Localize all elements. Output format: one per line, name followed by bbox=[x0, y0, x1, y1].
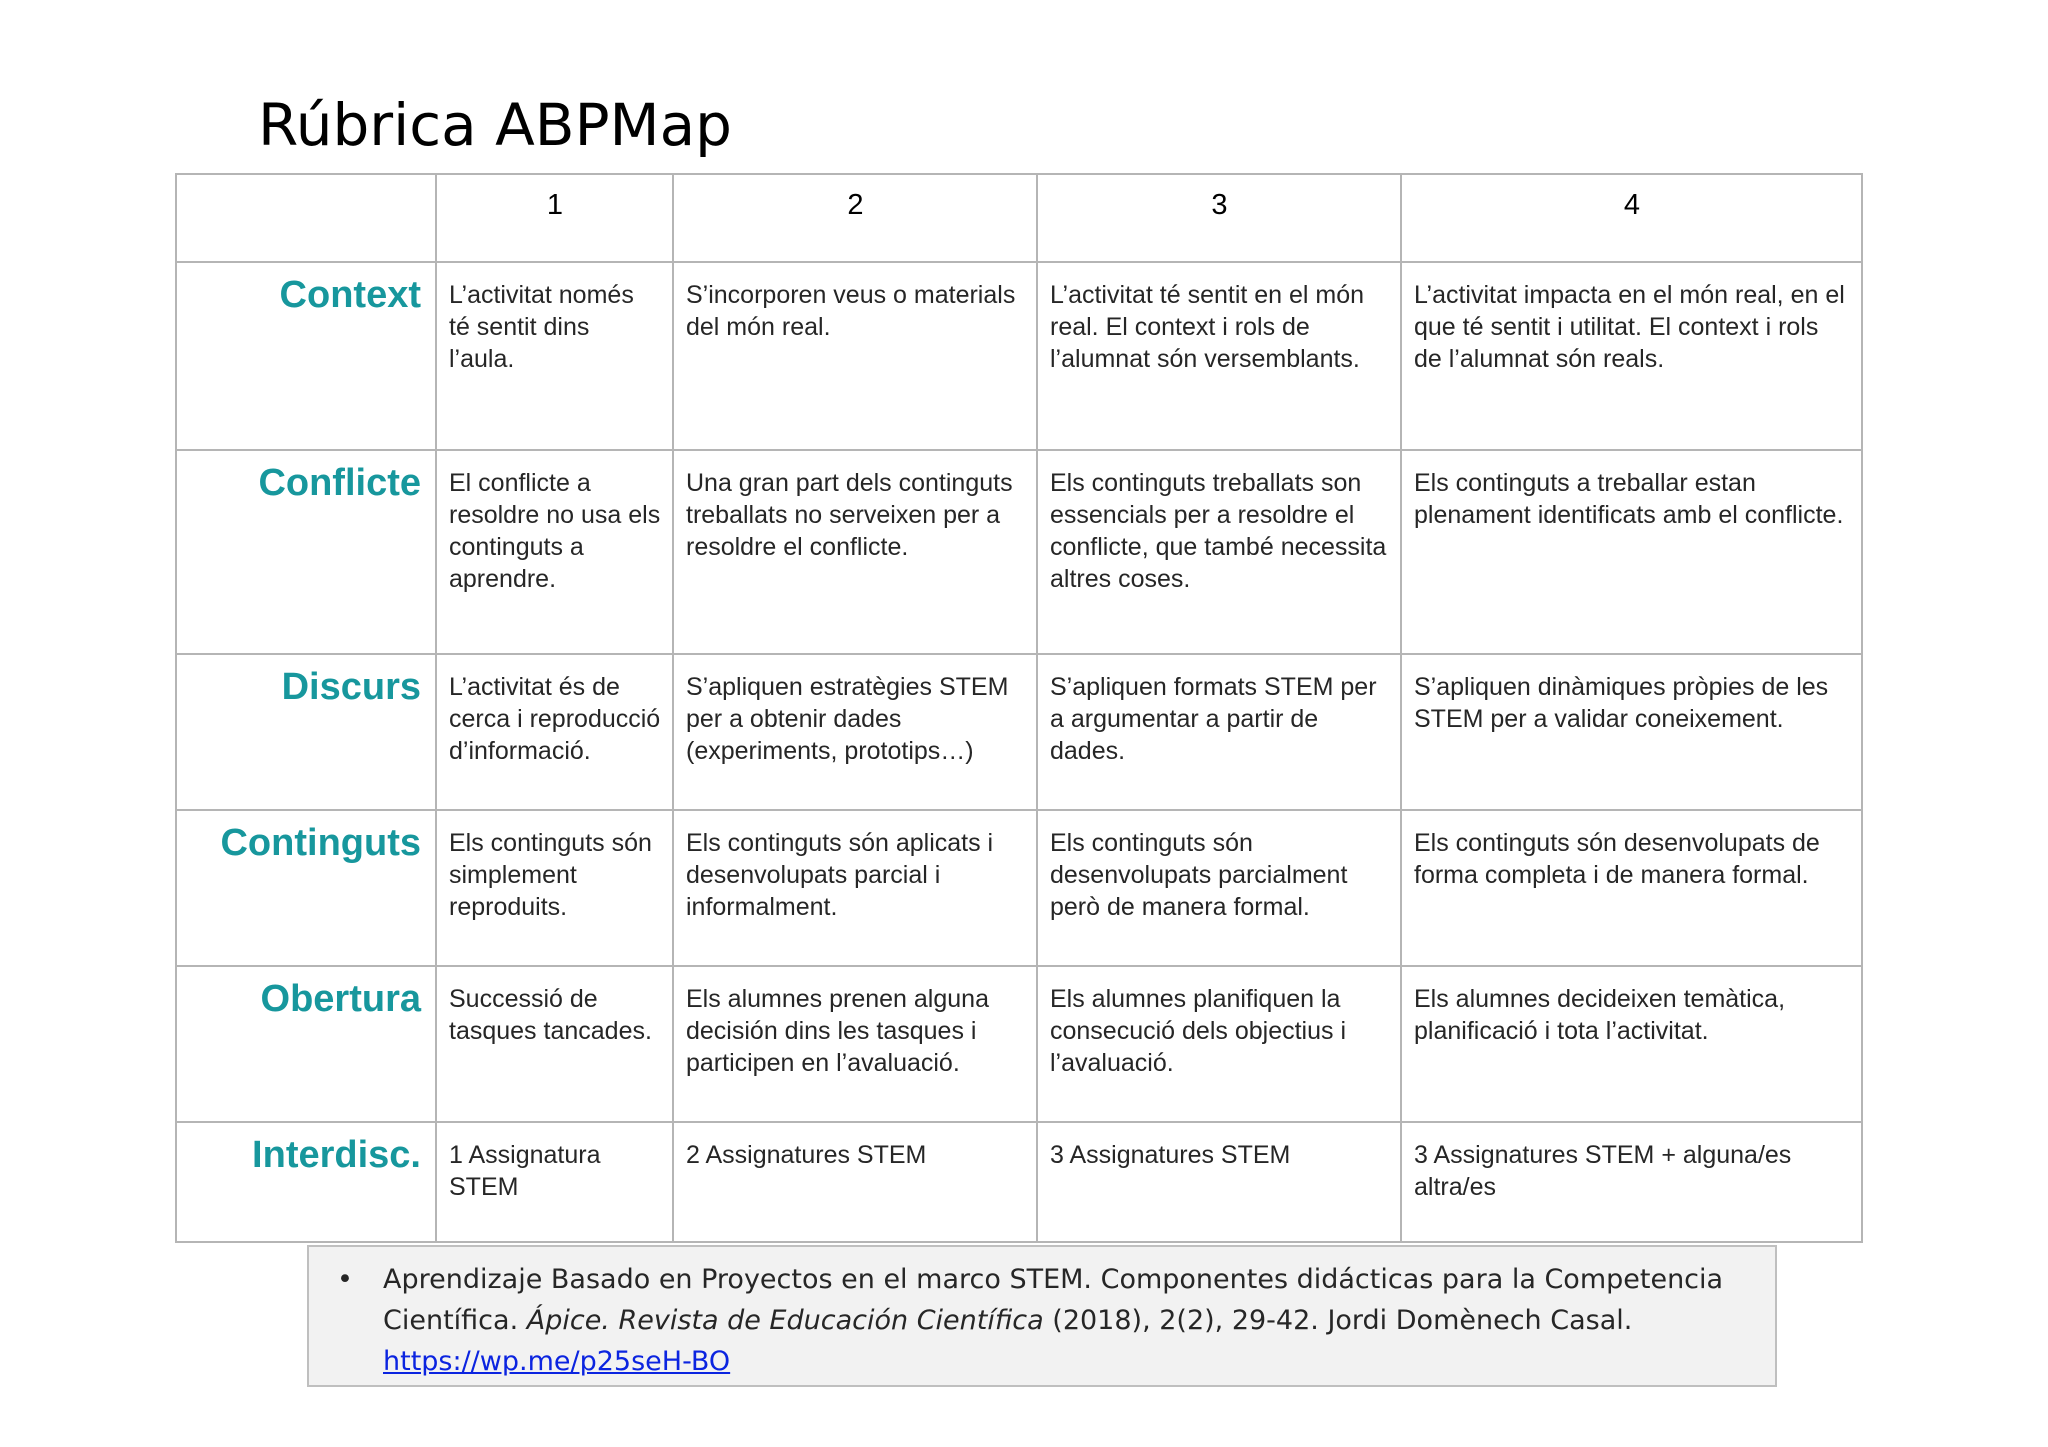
criterion-label: Conflicte bbox=[176, 450, 436, 654]
rubric-cell: S’apliquen formats STEM per a argumentar a partir de dades. bbox=[1037, 654, 1401, 810]
table-row bbox=[176, 450, 1862, 654]
reference-box bbox=[307, 1245, 1777, 1387]
table-row bbox=[176, 654, 1862, 810]
rubric-cell: L’activitat impacta en el món real, en el que té sentit i utilitat. El context i rols de l’alumnat són reals. bbox=[1401, 262, 1862, 450]
bullet-icon: • bbox=[337, 1264, 353, 1295]
rubric-cell: Successió de tasques tancades. bbox=[436, 966, 673, 1122]
reference-details: (2018), 2(2), 29-42. Jordi Domènech Casal. bbox=[1043, 1305, 1633, 1336]
table-row bbox=[176, 262, 1862, 450]
rubric-cell: S’apliquen estratègies STEM per a obtenir dades (experiments, prototips…) bbox=[673, 654, 1037, 810]
criterion-label: Context bbox=[176, 262, 436, 450]
rubric-cell: L’activitat té sentit en el món real. El context i rols de l’alumnat són versemblants. bbox=[1037, 262, 1401, 450]
rubric-cell: Els continguts són desenvolupats de forma completa i de manera formal. bbox=[1401, 810, 1862, 966]
rubric-cell: Els continguts són aplicats i desenvolupats parcial i informalment. bbox=[673, 810, 1037, 966]
rubric-cell: Els continguts són desenvolupats parcialment però de manera formal. bbox=[1037, 810, 1401, 966]
table-row bbox=[176, 810, 1862, 966]
rubric-cell: S’apliquen dinàmiques pròpies de les STEM per a validar coneixement. bbox=[1401, 654, 1862, 810]
rubric-cell: 3 Assignatures STEM + alguna/es altra/es bbox=[1401, 1122, 1862, 1242]
criterion-label: Continguts bbox=[176, 810, 436, 966]
table-row bbox=[176, 1122, 1862, 1242]
rubric-cell: Una gran part dels continguts treballats no serveixen per a resoldre el conflicte. bbox=[673, 450, 1037, 654]
rubric-table bbox=[175, 173, 1863, 1243]
rubric-cell: Els continguts són simplement reproduits. bbox=[436, 810, 673, 966]
rubric-cell: L’activitat només té sentit dins l’aula. bbox=[436, 262, 673, 450]
criterion-label: Discurs bbox=[176, 654, 436, 810]
rubric-cell: 2 Assignatures STEM bbox=[673, 1122, 1037, 1242]
level-header: 4 bbox=[1401, 174, 1862, 262]
reference-link[interactable]: https://wp.me/p25seH-BO bbox=[383, 1346, 731, 1377]
rubric-cell: El conflicte a resoldre no usa els continguts a aprendre. bbox=[436, 450, 673, 654]
rubric-cell: Els alumnes planifiquen la consecució dels objectius i l’avaluació. bbox=[1037, 966, 1401, 1122]
criterion-label: Interdisc. bbox=[176, 1122, 436, 1242]
rubric-cell: 3 Assignatures STEM bbox=[1037, 1122, 1401, 1242]
rubric-cell: Els alumnes decideixen temàtica, planificació i tota l’activitat. bbox=[1401, 966, 1862, 1122]
journal-name: Ápice. Revista de Educación Científica bbox=[526, 1305, 1044, 1336]
table-row bbox=[176, 966, 1862, 1122]
level-header: 2 bbox=[673, 174, 1037, 262]
table-header-row bbox=[176, 174, 1862, 262]
reference-text: Aprendizaje Basado en Proyectos en el marco STEM. Componentes didácticas para la Competencia Científica. bbox=[383, 1264, 1724, 1336]
rubric-cell: Els alumnes prenen alguna decisión dins les tasques i participen en l’avaluació. bbox=[673, 966, 1037, 1122]
level-header: 3 bbox=[1037, 174, 1401, 262]
rubric-cell: Els continguts treballats son essencials per a resoldre el conflicte, que també necessita altres coses. bbox=[1037, 450, 1401, 654]
page-title: Rúbrica ABPMap bbox=[258, 91, 732, 159]
rubric-cell: 1 Assignatura STEM bbox=[436, 1122, 673, 1242]
rubric-cell: L’activitat és de cerca i reproducció d’informació. bbox=[436, 654, 673, 810]
rubric-cell: Els continguts a treballar estan plenament identificats amb el conflicte. bbox=[1401, 450, 1862, 654]
criterion-label: Obertura bbox=[176, 966, 436, 1122]
header-corner-cell bbox=[176, 174, 436, 262]
level-header: 1 bbox=[436, 174, 673, 262]
rubric-cell: S’incorporen veus o materials del món real. bbox=[673, 262, 1037, 450]
